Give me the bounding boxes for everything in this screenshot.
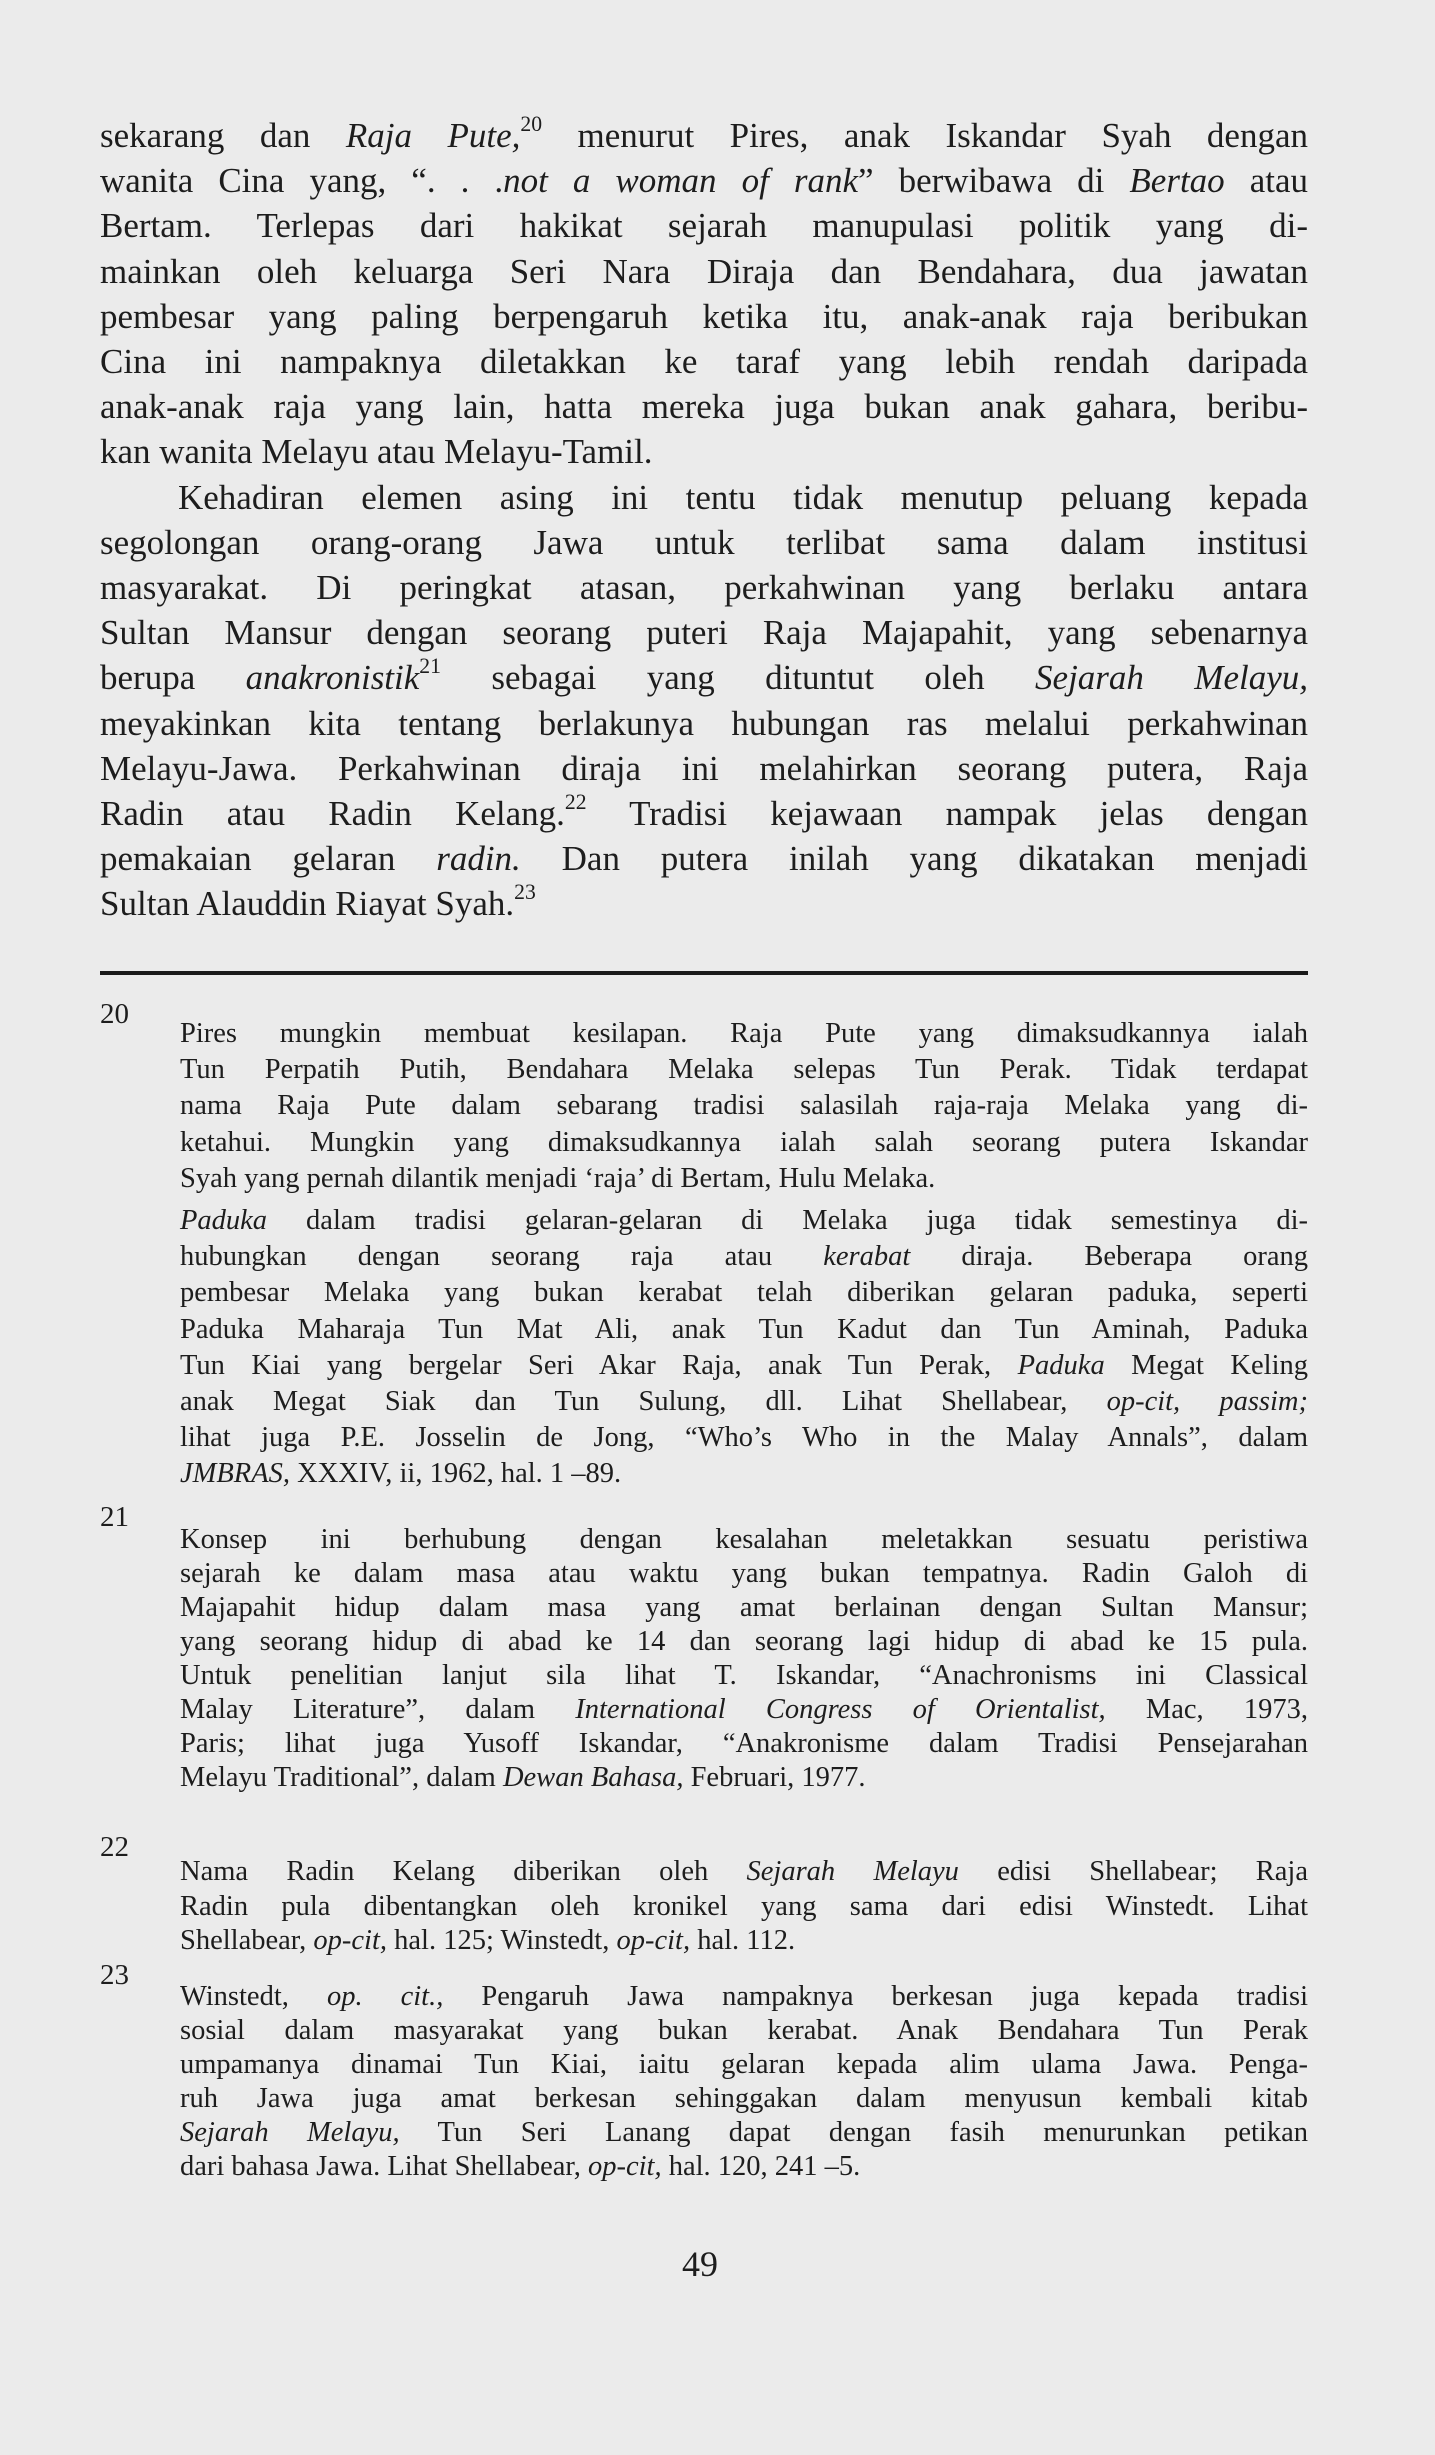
text-line <box>100 429 1308 474</box>
text-segment <box>1180 1386 1219 1417</box>
text-segment: pemakaian gelaran <box>100 839 437 879</box>
footnote-reference: 23 <box>514 880 536 905</box>
text-segment: Paduka Maharaja Tun Mat Ali, anak Tun Kadut dan Tun Aminah, Paduka <box>180 1313 1308 1345</box>
text-line <box>180 1557 1308 1591</box>
text-segment: dalam tradisi gelaran-gelaran di Melaka juga tidak semestinya di- <box>267 1205 1308 1237</box>
text-line <box>180 1591 1308 1625</box>
text-line <box>180 1161 1308 1197</box>
text-segment: Melayu Traditional”, dalam <box>180 1762 503 1793</box>
text-segment: edisi Shellabear; Raja <box>958 1856 1309 1887</box>
text-line <box>100 384 1308 429</box>
text-line <box>180 2048 1308 2082</box>
footnote-22 <box>180 1855 1308 1959</box>
text-segment: anak-anak raja yang lain, hatta mereka juga bukan anak gahara, beribu- <box>100 387 1308 427</box>
text-segment: Dan putera inilah yang dikatakan menjadi <box>520 839 1308 879</box>
text-segment: Konsep ini berhubung dengan kesalahan meletakkan sesuatu peristiwa <box>180 1524 1308 1555</box>
text-segment: meyakinkan kita tentang berlakunya hubungan ras melalui perkahwinan <box>100 703 1308 743</box>
text-segment: sekarang dan <box>100 116 346 155</box>
footnote-20 <box>180 1016 1308 1493</box>
text-segment: Pengaruh Jawa nampaknya berkesan juga kepada tradisi <box>443 1981 1308 2012</box>
italic-text: Dewan Bahasa, <box>502 1762 684 1793</box>
text-segment: Shellabear, <box>180 1925 314 1956</box>
text-line <box>180 1855 1308 1890</box>
italic-text: Bertao <box>1129 161 1225 201</box>
text-line <box>180 1275 1308 1311</box>
text-line <box>100 701 1308 746</box>
text-line <box>180 1523 1308 1557</box>
text-line <box>100 836 1308 881</box>
footnote-reference: 21 <box>419 654 441 679</box>
footnote-21 <box>180 1523 1308 1795</box>
text-line <box>180 1016 1308 1052</box>
text-segment: berupa <box>100 658 246 698</box>
text-line <box>100 113 1308 158</box>
italic-text: Sejarah Melayu <box>746 1856 959 1887</box>
text-segment: Cina ini nampaknya diletakkan ke taraf yang lebih rendah daripada <box>100 342 1308 382</box>
text-segment: diraja. Beberapa orang <box>910 1241 1308 1273</box>
text-segment: ” berwibawa di <box>858 161 1130 201</box>
text-line <box>100 565 1308 610</box>
italic-text: Paduka <box>180 1205 268 1237</box>
footnote-number: 21 <box>100 1501 129 1533</box>
footnote-number: 20 <box>100 998 129 1030</box>
text-segment: umpamanya dinamai Tun Kiai, iaitu gelaran kepada alim ulama Jawa. Penga- <box>180 2049 1308 2080</box>
text-segment: segolongan orang-orang Jawa untuk terlibat sama dalam institusi <box>100 522 1308 562</box>
text-segment: sejarah ke dalam masa atau waktu yang bukan tempatnya. Radin Galoh di <box>180 1558 1308 1589</box>
text-line <box>180 1625 1308 1659</box>
text-line <box>100 203 1308 248</box>
text-segment: atau <box>1224 161 1308 201</box>
text-line <box>180 1348 1308 1384</box>
italic-text: Raja Pute, <box>345 116 521 155</box>
text-line <box>100 339 1308 384</box>
text-segment: menurut Pires, anak Iskandar Syah dengan <box>542 116 1308 155</box>
text-line <box>180 1890 1308 1925</box>
footnote-reference: 22 <box>564 789 587 814</box>
text-line <box>180 1239 1308 1275</box>
text-segment: dari bahasa Jawa. Lihat Shellabear, <box>180 2151 588 2182</box>
italic-text: op-cit, <box>587 2151 662 2182</box>
text-segment: lihat juga P.E. Josselin de Jong, “Who’s Who in the Malay Annals”, dalam <box>180 1422 1308 1454</box>
text-line <box>180 1693 1308 1727</box>
text-line <box>100 610 1308 655</box>
text-line <box>100 655 1308 700</box>
text-segment: Syah yang pernah dilantik menjadi ‘raja’ di Bertam, Hulu Melaka. <box>180 1162 936 1194</box>
text-line <box>180 1727 1308 1761</box>
italic-text: op. cit., <box>326 1981 444 2012</box>
text-segment: masyarakat. Di peringkat atasan, perkahwinan yang berlaku antara <box>100 568 1308 608</box>
italic-text: not a woman of rank <box>503 161 858 201</box>
body-text <box>100 113 1308 927</box>
text-segment: nama Raja Pute dalam sebarang tradisi salasilah raja-raja Melaka yang di- <box>180 1090 1308 1122</box>
text-line <box>100 475 1308 520</box>
footnote-number: 22 <box>100 1831 129 1863</box>
italic-text: Sejarah Melayu, <box>1035 658 1309 698</box>
text-segment: Tun Seri Lanang dapat dengan fasih menurunkan petikan <box>399 2117 1308 2148</box>
text-segment: pembesar Melaka yang bukan kerabat telah diberikan gelaran paduka, seperti <box>180 1277 1308 1309</box>
text-line <box>180 2082 1308 2116</box>
text-segment: Tradisi kejawaan nampak jelas dengan <box>586 794 1308 834</box>
text-line <box>180 1088 1308 1124</box>
italic-text: radin. <box>436 839 521 879</box>
text-segment: Winstedt, <box>180 1981 327 2012</box>
page-number: 49 <box>682 2244 718 2284</box>
italic-text: kerabat <box>823 1241 911 1273</box>
text-segment: Megat Keling <box>1104 1349 1308 1381</box>
italic-text: op-cit, <box>616 1925 691 1956</box>
text-segment: hubungkan dengan seorang raja atau <box>180 1241 824 1273</box>
text-segment: Nama Radin Kelang diberikan oleh <box>180 1856 747 1887</box>
text-line <box>100 158 1308 203</box>
text-segment: Melayu-Jawa. Perkahwinan diraja ini melahirkan seorang putera, Raja <box>100 748 1308 788</box>
text-segment: Paris; lihat juga Yusoff Iskandar, “Anakronisme dalam Tradisi Pensejarahan <box>180 1728 1308 1759</box>
italic-text: Sejarah Melayu, <box>180 2117 400 2148</box>
text-segment: Bertam. Terlepas dari hakikat sejarah manupulasi politik yang di- <box>100 206 1308 246</box>
italic-text: International Congress of Orientalist, <box>575 1694 1106 1725</box>
text-line <box>100 881 1308 926</box>
text-line <box>100 294 1308 339</box>
text-segment: Tun Perpatih Putih, Bendahara Melaka selepas Tun Perak. Tidak terdapat <box>180 1054 1308 1086</box>
text-line <box>180 2150 1308 2184</box>
text-line <box>180 2014 1308 2048</box>
text-segment: Februari, 1977. <box>683 1762 866 1793</box>
text-segment: Mac, 1973, <box>1105 1694 1308 1725</box>
text-line <box>180 1456 1308 1492</box>
text-segment: ruh Jawa juga amat berkesan sehinggakan dalam menyusun kembali kitab <box>180 2083 1308 2114</box>
italic-text: anakronistik <box>245 658 420 698</box>
text-segment: yang seorang hidup di abad ke 14 dan seorang lagi hidup di abad ke 15 pula. <box>180 1626 1308 1657</box>
text-line <box>100 746 1308 791</box>
text-line <box>180 1203 1308 1239</box>
text-segment: sosial dalam masyarakat yang bukan kerabat. Anak Bendahara Tun Perak <box>180 2015 1308 2046</box>
text-segment: Sultan Alauddin Riayat Syah. <box>100 884 515 924</box>
text-line <box>180 1924 1308 1959</box>
text-segment: Untuk penelitian lanjut sila lihat T. Iskandar, “Anachronisms ini Classical <box>180 1660 1308 1691</box>
footnote-reference: 20 <box>520 111 543 136</box>
text-line <box>180 1312 1308 1348</box>
text-line <box>180 1125 1308 1161</box>
text-segment: Tun Kiai yang bergelar Seri Akar Raja, anak Tun Perak, <box>180 1349 1018 1381</box>
text-line <box>100 791 1308 836</box>
footnote-23 <box>180 1980 1308 2184</box>
text-line <box>180 1761 1308 1795</box>
italic-text: passim; <box>1219 1386 1309 1418</box>
text-segment: Malay Literature”, dalam <box>180 1694 576 1725</box>
text-segment: Kehadiran elemen asing ini tentu tidak menutup peluang kepada <box>178 477 1308 517</box>
italic-text: Paduka <box>1017 1349 1105 1381</box>
text-segment: pembesar yang paling berpengaruh ketika itu, anak-anak raja beribukan <box>100 296 1308 336</box>
footnote-number: 23 <box>100 1959 129 1991</box>
italic-text: op-cit, <box>1106 1386 1181 1418</box>
text-line <box>180 1420 1308 1456</box>
text-segment: Radin atau Radin Kelang. <box>100 794 565 834</box>
text-line <box>180 1659 1308 1693</box>
text-segment: Radin pula dibentangkan oleh kronikel yang sama dari edisi Winstedt. Lihat <box>180 1890 1308 1922</box>
italic-text: op-cit, <box>313 1925 387 1956</box>
text-segment: Pires mungkin membuat kesilapan. Raja Pute yang dimaksudkannya ialah <box>180 1018 1308 1049</box>
footnote-separator-rule <box>100 971 1308 975</box>
text-segment: Majapahit hidup dalam masa yang amat berlainan dengan Sultan Mansur; <box>180 1592 1308 1623</box>
text-line <box>180 1384 1308 1420</box>
text-segment: hal. 112. <box>690 1925 796 1956</box>
text-line <box>180 2116 1308 2150</box>
text-line <box>180 1980 1308 2014</box>
text-line <box>100 520 1308 565</box>
text-segment: mainkan oleh keluarga Seri Nara Diraja dan Bendahara, dua jawatan <box>100 251 1308 291</box>
text-segment: wanita Cina yang, “. . . <box>100 161 504 201</box>
text-segment: XXXIV, ii, 1962, hal. 1 –89. <box>290 1458 622 1490</box>
text-line <box>100 249 1308 294</box>
text-segment: ketahui. Mungkin yang dimaksudkannya ialah salah seorang putera Iskandar <box>180 1126 1308 1158</box>
text-segment: anak Megat Siak dan Tun Sulung, dll. Lihat Shellabear, <box>180 1386 1107 1418</box>
text-segment: sebagai yang dituntut oleh <box>440 658 1036 698</box>
text-line <box>180 1052 1308 1088</box>
text-segment: hal. 125; Winstedt, <box>387 1925 617 1956</box>
italic-text: JMBRAS, <box>180 1458 290 1490</box>
text-segment: hal. 120, 241 –5. <box>661 2151 861 2182</box>
text-segment: Sultan Mansur dengan seorang puteri Raja Majapahit, yang sebenarnya <box>100 613 1308 653</box>
text-segment: kan wanita Melayu atau Melayu-Tamil. <box>100 432 653 472</box>
